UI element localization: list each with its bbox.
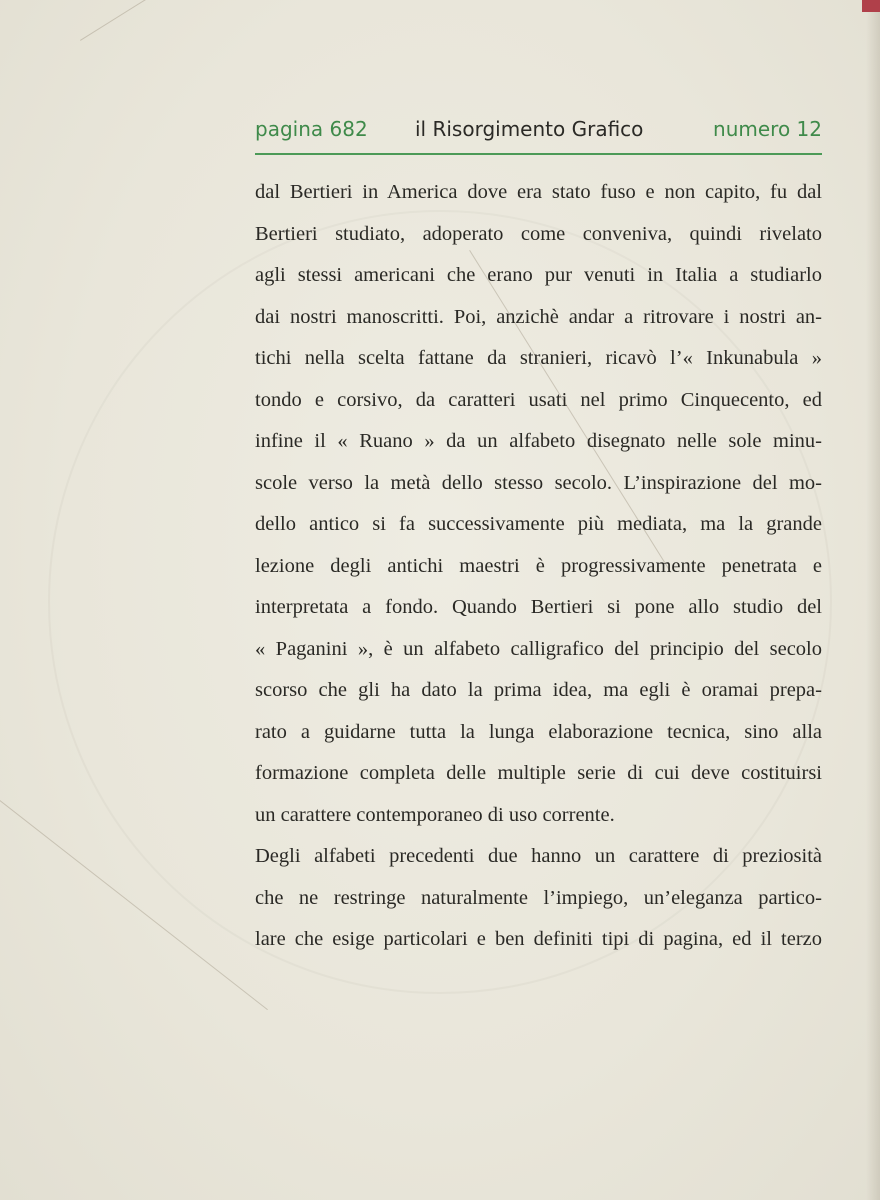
text-line-paragraph-end: un carattere contemporaneo di uso corrente.	[255, 803, 615, 826]
text-line: formazione completa delle multiple serie di cui deve costituirsi	[255, 762, 822, 784]
text-line: dai nostri manoscritti. Poi, anzichè andar a ritrovare i nostri an-	[255, 305, 822, 328]
page-number-label: pagina 682	[255, 117, 368, 141]
text-line: tichi nella scelta fattane da stranieri, ricavò l’« Inkunabula »	[255, 347, 822, 369]
body-text	[255, 172, 822, 961]
header-rule	[255, 153, 822, 155]
text-line: interpretata a fondo. Quando Bertieri si pone allo studio del	[255, 596, 822, 618]
corner-color-mark	[862, 0, 880, 12]
text-line: Degli alfabeti precedenti due hanno un carattere di preziosità	[255, 845, 822, 867]
issue-number-label: numero 12	[713, 117, 822, 141]
text-line: dal Bertieri in America dove era stato fuso e non capito, fu dal	[255, 181, 822, 203]
journal-title: il Risorgimento Grafico	[415, 117, 644, 141]
text-line: scole verso la metà dello stesso secolo. L’inspirazione del mo-	[255, 471, 822, 494]
text-line: dello antico si fa successivamente più mediata, ma la grande	[255, 513, 822, 535]
page-edge-shadow	[866, 0, 880, 1200]
paper-crease	[80, 0, 284, 41]
text-line: agli stessi americani che erano pur venuti in Italia a studiarlo	[255, 264, 822, 286]
text-line: « Paganini », è un alfabeto calligrafico del principio del secolo	[255, 637, 822, 660]
text-line: rato a guidarne tutta la lunga elaborazione tecnica, sino alla	[255, 720, 822, 743]
text-line: infine il « Ruano » da un alfabeto disegnato nelle sole minu-	[255, 430, 822, 452]
text-line: Bertieri studiato, adoperato come conveniva, quindi rivelato	[255, 222, 822, 245]
text-line: lare che esige particolari e ben definiti tipi di pagina, ed il terzo	[255, 928, 822, 950]
text-line: lezione degli antichi maestri è progressivamente penetrata e	[255, 554, 822, 577]
text-line: tondo e corsivo, da caratteri usati nel primo Cinquecento, ed	[255, 388, 822, 411]
text-line: scorso che gli ha dato la prima idea, ma egli è oramai prepa-	[255, 679, 822, 701]
text-line: che ne restringe naturalmente l’impiego, un’eleganza partico-	[255, 886, 822, 909]
running-header	[255, 114, 822, 144]
